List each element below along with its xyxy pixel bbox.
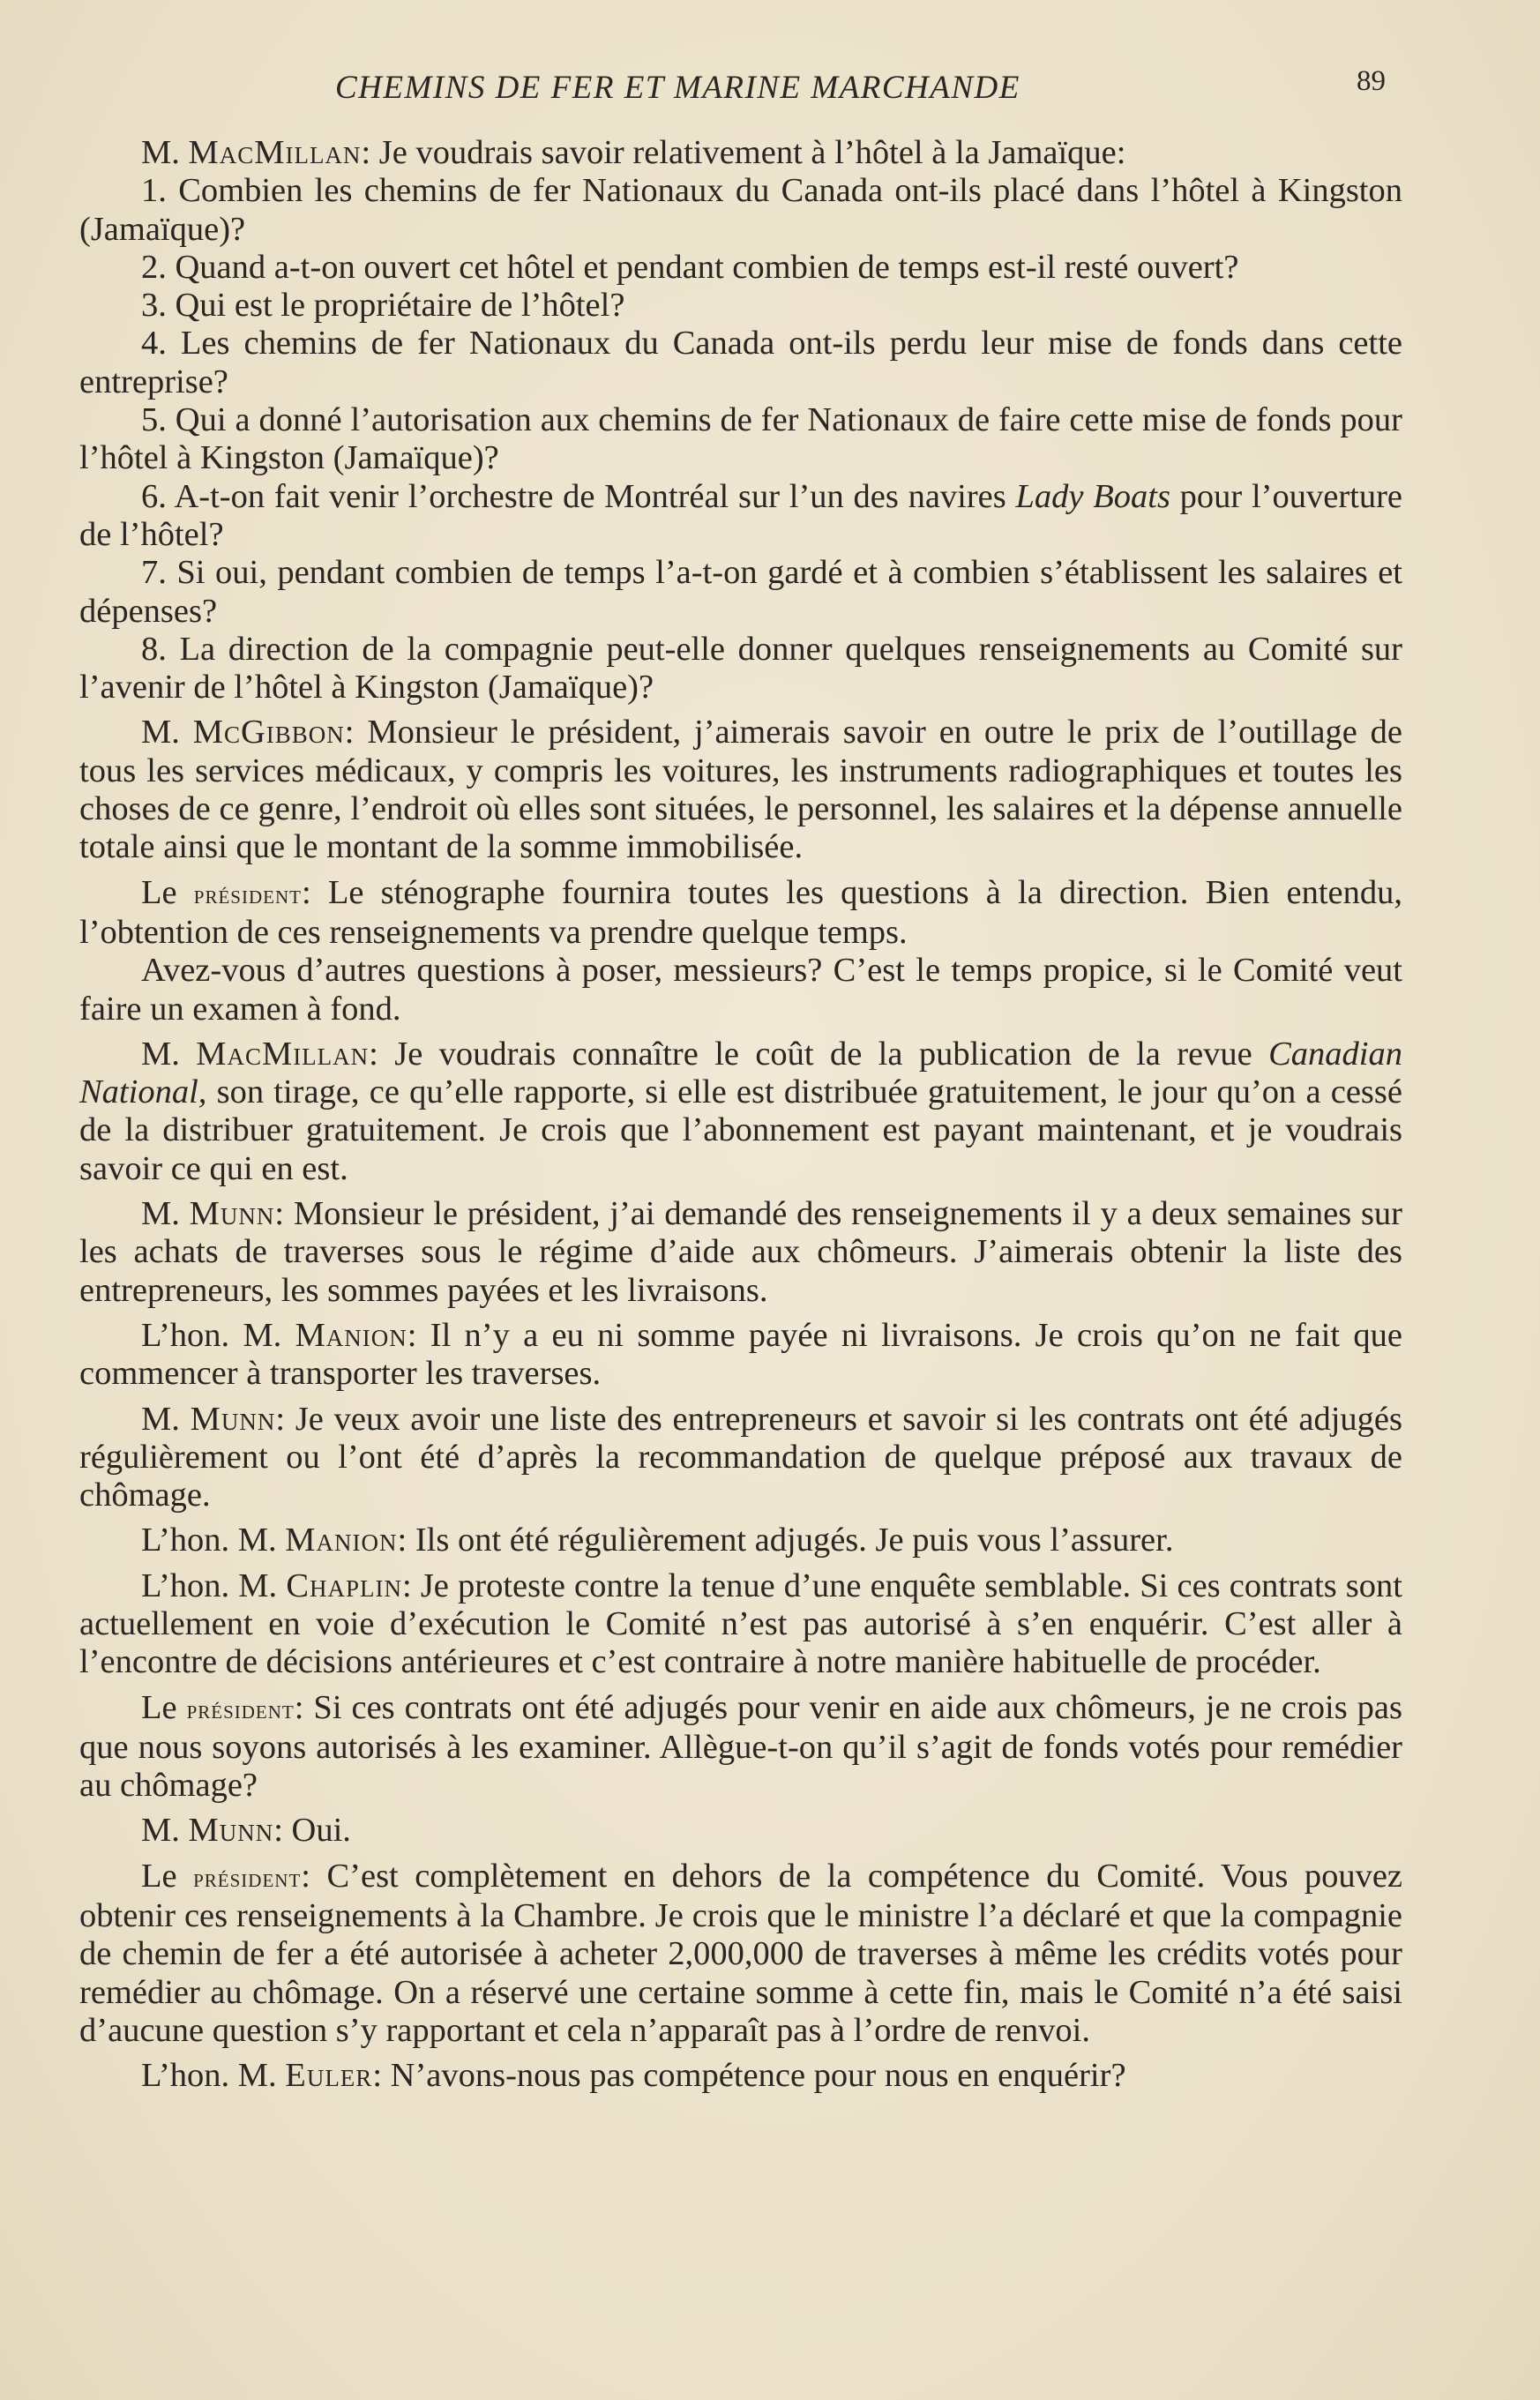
item-text: pour l’ouverture de l’hôtel?: [79, 477, 1403, 553]
speaker-name: Munn: [190, 1400, 276, 1438]
speaker-prefix: M.: [141, 1035, 197, 1073]
paragraph-president-4: [79, 1858, 1402, 2050]
speaker-name: MacMillan: [188, 134, 362, 171]
paragraph-text: : Je proteste contre la tenue d’une enquête semblable. Si ces contrats sont actuellement en voie d’exécution le Comité n’est pas autorisé à s’en enquérir. C’est aller à l’encontre de décisions antérieures et c’est contraire à notre manière habituelle de procéder.: [79, 1566, 1402, 1681]
paragraph-text: : N’avons-nous pas compétence pour nous en enquérir?: [372, 2057, 1126, 2095]
paragraph-text: : Je voudrais savoir relativement à l’hôtel à la Jamaïque:: [361, 134, 1126, 171]
speaker-title: président: [193, 879, 302, 909]
speaker-prefix: M.: [141, 1400, 191, 1438]
question-item-1: 1. Combien les chemins de fer Nationaux du Canada ont-ils placé dans l’hôtel à Kingston (Jamaïque)?: [79, 172, 1402, 248]
paragraph-text: : Monsieur le président, j’aimerais savoir en outre le prix de l’outillage de tous les services médicaux, y compris les voitures, les instruments radiographiques et toutes les choses de ce genre, l’endroit où elles sont situées, le personnel, les salaires et la dépense annuelle totale ainsi que le montant de la somme immobilisée.: [79, 714, 1403, 866]
page-number: 89: [1357, 65, 1386, 97]
ship-name: Lady Boats: [1015, 477, 1170, 515]
speaker-prefix: Le: [141, 1857, 194, 1895]
paragraph-munn-1: [79, 1195, 1402, 1310]
paragraph-text: : C’est complètement en dehors de la compétence du Comité. Vous pouvez obtenir ces renseignements à la Chambre. Je crois que le ministre l’a déclaré et que la compagnie de chemin de fer a été autorisée à acheter 2,000,000 de traverses à même les crédits votés pour remédier au chômage. On a réservé une certaine somme à cette fin, mais le Comité n’a été saisi d’aucune question s’y rapportant et cela n’apparaît pas à l’ordre de renvoi.: [79, 1857, 1402, 2049]
speaker-prefix: M.: [141, 1812, 189, 1850]
speaker-name: Chaplin: [286, 1566, 402, 1604]
question-item-7: 7. Si oui, pendant combien de temps l’a-t-on gardé et à combien s’établissent les salaires et dépenses?: [79, 554, 1402, 630]
question-item-4: 4. Les chemins de fer Nationaux du Canada ont-ils perdu leur mise de fonds dans cette entreprise?: [79, 325, 1402, 400]
speaker-prefix: M.: [141, 714, 193, 751]
speaker-prefix: L’hon. M.: [141, 1316, 295, 1354]
paragraph-euler: [79, 2057, 1402, 2095]
paragraph-text: : Monsieur le président, j’ai demandé des renseignements il y a deux semaines sur les achats de traverses sous le régime d’aide aux chômeurs. J’aimerais obtenir la liste des entrepreneurs, les sommes payées et les livraisons.: [79, 1195, 1403, 1309]
question-item-3: 3. Qui est le propriétaire de l’hôtel?: [141, 287, 625, 325]
paragraph-president-1: [79, 874, 1402, 953]
paragraph-manion-2: [79, 1521, 1402, 1559]
paragraph-text: : Oui.: [273, 1812, 351, 1850]
item-text: 6. A-t-on fait venir l’orchestre de Montréal sur l’un des navires: [141, 477, 1016, 515]
paragraph-macmillan-revue: [79, 1036, 1402, 1188]
running-title: CHEMINS DE FER ET MARINE MARCHANDE: [335, 70, 1020, 106]
paragraph-manion-1: [79, 1317, 1402, 1394]
page-header: [0, 65, 1540, 113]
paragraph-president-2: Avez-vous d’autres questions à poser, messieurs? C’est le temps propice, si le Comité veut faire un examen à fond.: [79, 952, 1402, 1028]
page-body: [79, 134, 1402, 2096]
paragraph-chaplin: [79, 1567, 1402, 1682]
question-item-5: 5. Qui a donné l’autorisation aux chemins de fer Nationaux de faire cette mise de fonds pour l’hôtel à Kingston (Jamaïque)?: [79, 401, 1402, 477]
speaker-name: Manion: [295, 1316, 407, 1354]
speaker-name: Euler: [285, 2057, 373, 2095]
question-item-2: 2. Quand a-t-on ouvert cet hôtel et pendant combien de temps est-il resté ouvert?: [141, 248, 1239, 286]
question-item-6: [79, 478, 1402, 555]
publication-title: Canadian National,: [79, 1035, 1402, 1111]
speaker-name: Munn: [189, 1195, 275, 1233]
speaker-prefix: Le: [141, 873, 194, 911]
speaker-name: Munn: [188, 1812, 274, 1850]
paragraph-munn-3: [79, 1812, 1402, 1850]
question-item-8: 8. La direction de la compagnie peut-elle donner quelques renseignements au Comité sur l’avenir de l’hôtel à Kingston (Jamaïque)?: [79, 630, 1402, 707]
speaker-prefix: L’hon. M.: [141, 2057, 286, 2095]
paragraph-text: : Je veux avoir une liste des entrepreneurs et savoir si les contrats ont été adjugés régulièrement ou l’ont été d’après la recommandation de quelque préposé aux travaux de chômage.: [79, 1400, 1402, 1514]
paragraph-text: son tirage, ce qu’elle rapporte, si elle est distribuée gratuitement, le jour qu’on a cessé de la distribuer gratuitement. Je crois que l’abonnement est payant maintenant, et je voudrais savoir ce qui en est.: [79, 1073, 1402, 1187]
paragraph-mcgibbon: [79, 714, 1402, 866]
paragraph-text: : Si ces contrats ont été adjugés pour venir en aide aux chômeurs, je ne crois pas que nous soyons autorisés à les examiner. Allègue-t-on qu’il s’agit de fonds votés pour remédier au chômage?: [79, 1688, 1402, 1805]
paragraph-text: : Ils ont été régulièrement adjugés. Je puis vous l’assurer.: [397, 1521, 1174, 1559]
speaker-name: McGibbon: [192, 714, 345, 751]
speaker-prefix: M.: [141, 1195, 190, 1233]
speaker-prefix: L’hon. M.: [141, 1566, 287, 1604]
speaker-name: MacMillan: [196, 1035, 370, 1073]
paragraph-text: : Le sténographe fournira toutes les questions à la direction. Bien entendu, l’obtention de ces renseignements va prendre quelque temps.: [79, 873, 1402, 951]
speaker-title: président: [186, 1694, 295, 1724]
paragraph-munn-2: [79, 1401, 1402, 1515]
speaker-prefix: M.: [141, 134, 189, 171]
paragraph-text: : Il n’y a eu ni somme payée ni livraisons. Je crois qu’on ne fait que commencer à transporter les traverses.: [79, 1316, 1402, 1393]
speaker-prefix: Le: [141, 1688, 187, 1726]
paragraph-president-3: [79, 1689, 1402, 1806]
paragraph-macmillan-hotel: [79, 134, 1402, 172]
speaker-title: président: [193, 1863, 302, 1893]
speaker-name: Manion: [285, 1521, 398, 1559]
speaker-prefix: L’hon. M.: [141, 1521, 286, 1559]
paragraph-text: : Je voudrais connaître le coût de la publication de la revue: [369, 1035, 1269, 1073]
